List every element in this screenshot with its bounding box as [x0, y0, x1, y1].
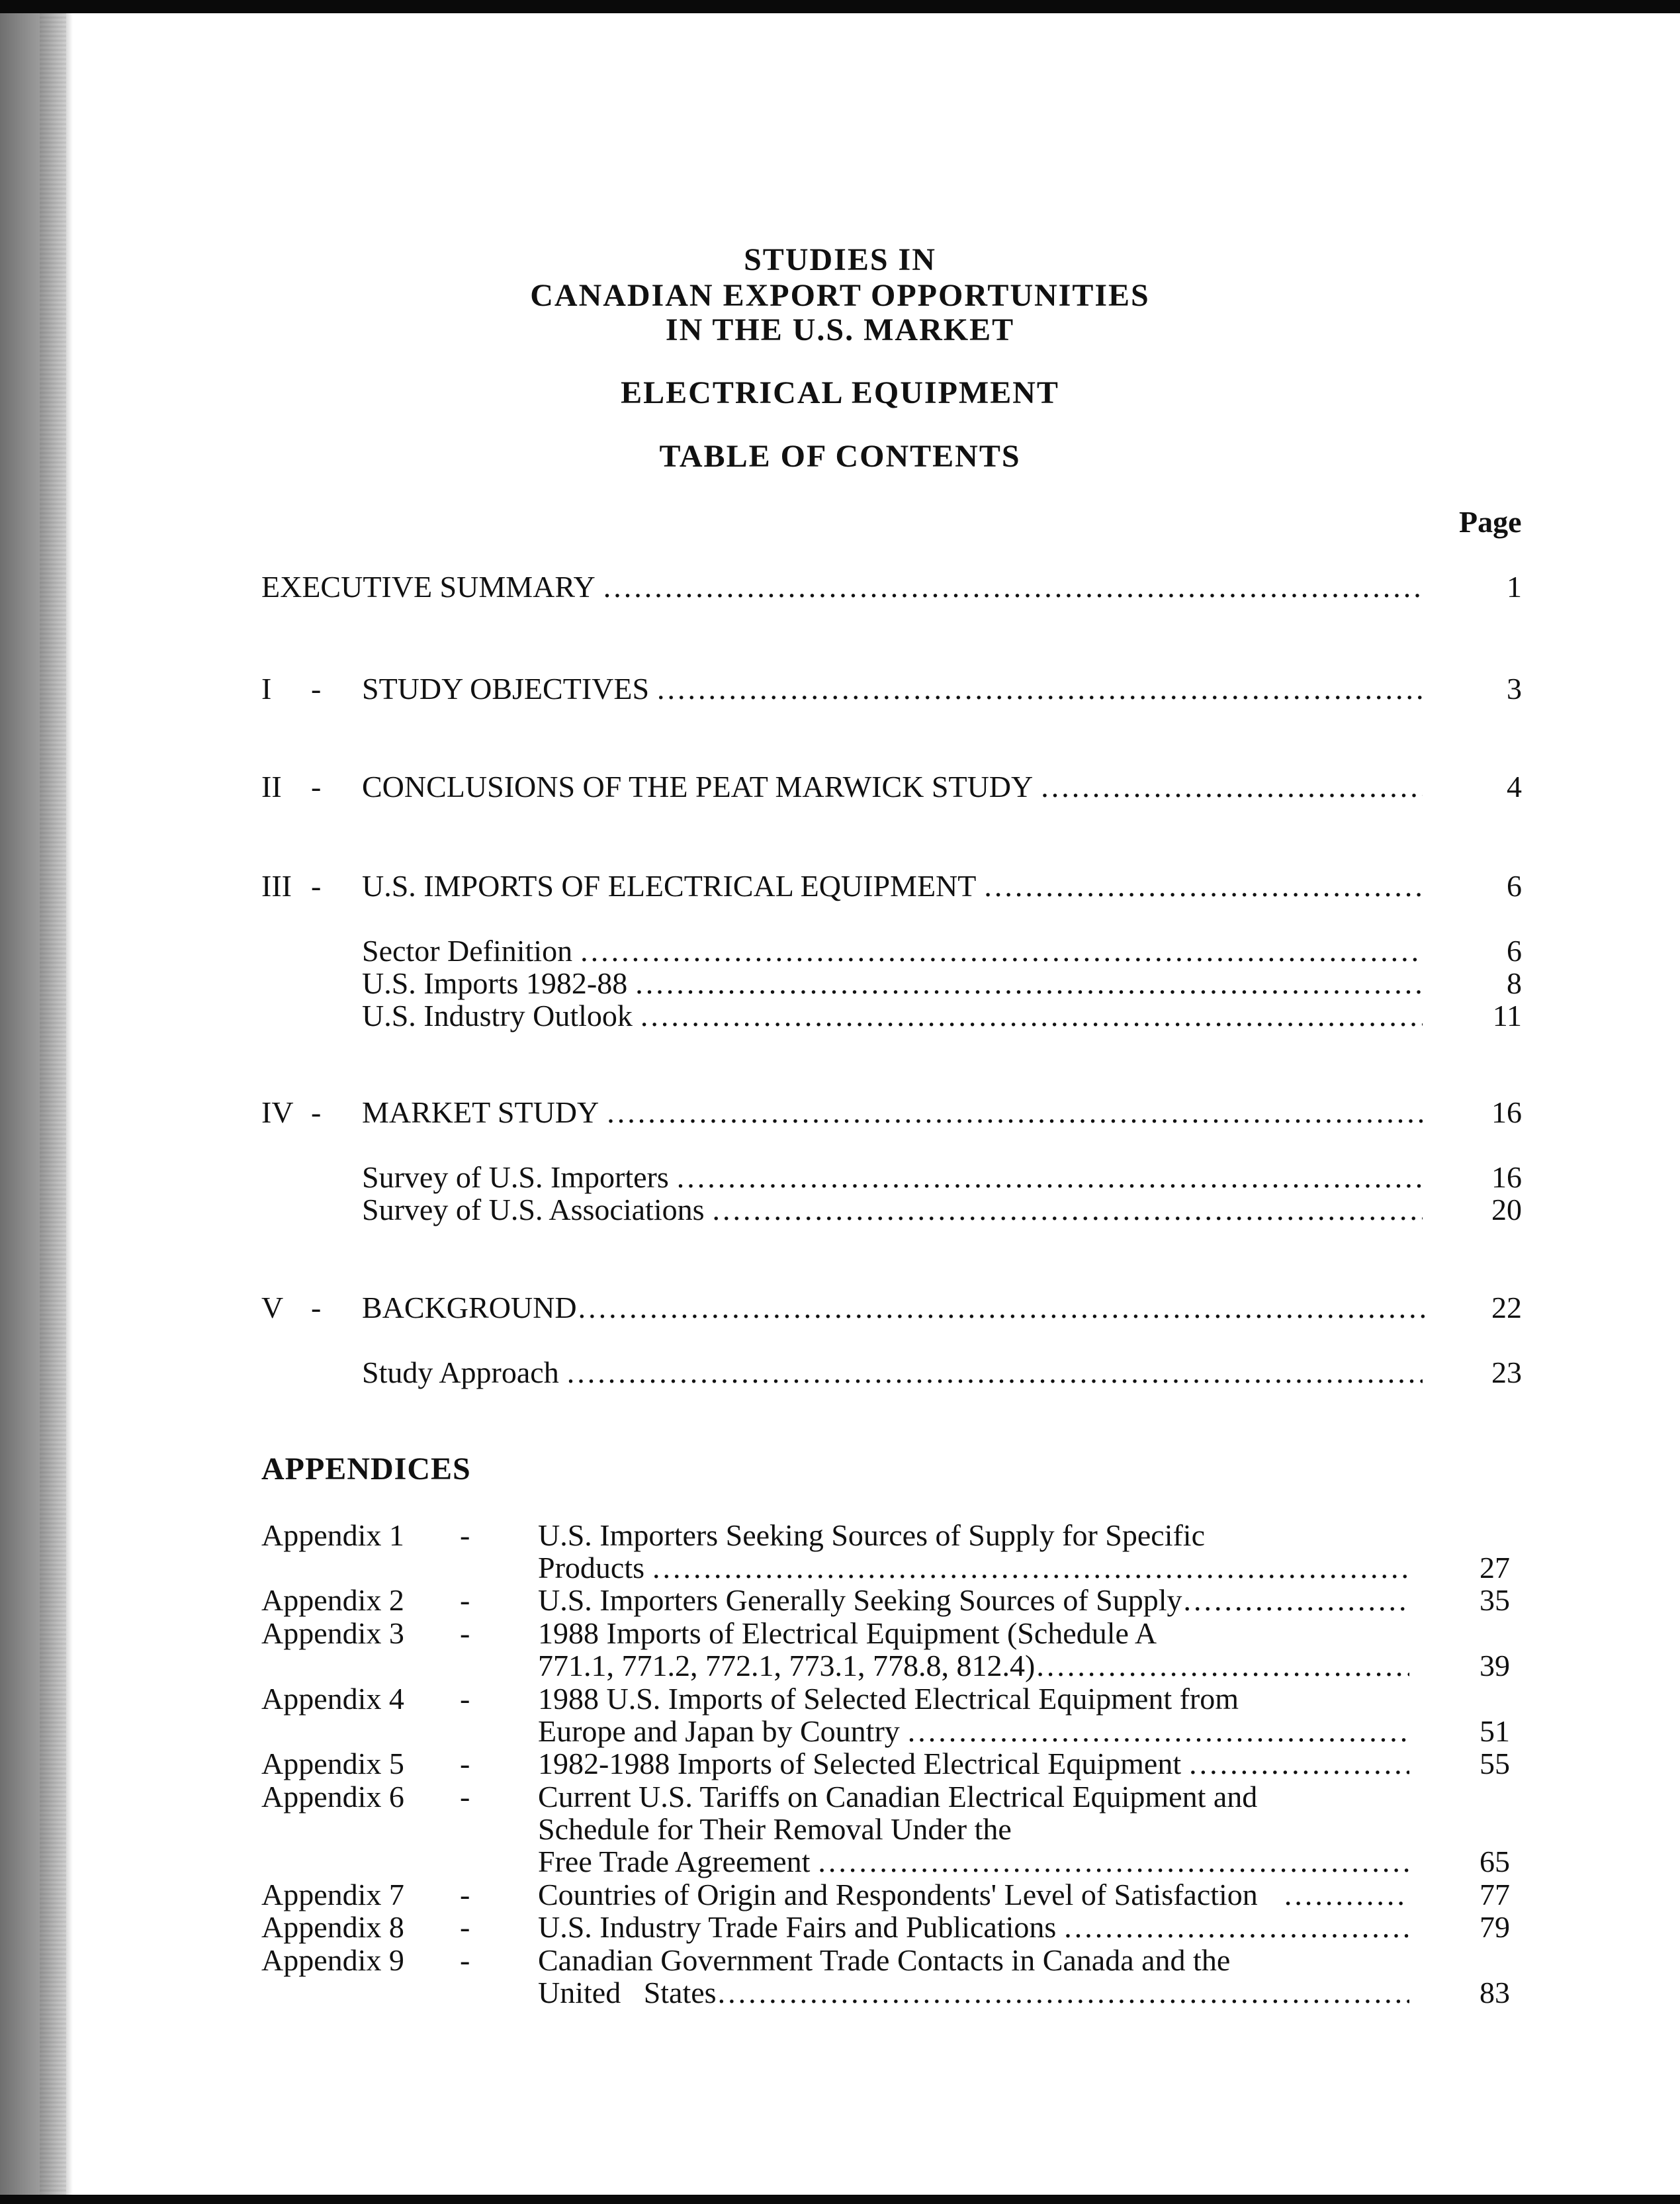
toc-page-number: 16 [1491, 1095, 1522, 1129]
section-numeral: III [261, 869, 292, 903]
toc-entry [538, 1649, 1409, 1682]
appendix-title-line: 771.1, 771.2, 772.1, 773.1, 778.8, 812.4) [538, 1649, 1036, 1682]
appendix-title-line: U.S. Industry Trade Fairs and Publications [538, 1910, 1057, 1944]
toc-page-number: 20 [1491, 1193, 1522, 1226]
appendix-dash: - [460, 1910, 470, 1944]
toc-label: STUDY OBJECTIVES [362, 672, 650, 706]
dot-leader [607, 1096, 1423, 1129]
section-numeral: I [261, 672, 272, 706]
toc-page-number: 83 [1480, 1976, 1510, 2009]
appendix-title-line: U.S. Importers Generally Seeking Sources of Supply [538, 1583, 1182, 1617]
document-title-line-3: IN THE U.S. MARKET [665, 312, 1015, 347]
appendix-dash: - [460, 1682, 470, 1716]
section-dash: - [311, 1095, 322, 1129]
section-numeral: II [261, 770, 282, 804]
section-dash: - [311, 672, 322, 706]
appendix-dash: - [460, 1943, 470, 1977]
appendix-title-line: Countries of Origin and Respondents' Level of Satisfaction [538, 1878, 1258, 1911]
appendix-title-line: Europe and Japan by Country [538, 1714, 900, 1748]
toc-page-number: 6 [1507, 934, 1522, 968]
toc-entry [362, 1291, 1427, 1324]
toc-entry [538, 1551, 1409, 1584]
dot-leader [652, 1551, 1409, 1584]
toc-label: EXECUTIVE SUMMARY [261, 570, 596, 604]
toc-label: U.S. IMPORTS OF ELECTRICAL EQUIPMENT [362, 869, 977, 903]
toc-label: CONCLUSIONS OF THE PEAT MARWICK STUDY [362, 770, 1034, 804]
toc-page-number: 27 [1480, 1551, 1510, 1584]
toc-label: U.S. Industry Outlook [362, 999, 633, 1033]
toc-page-number: 35 [1480, 1583, 1510, 1617]
dot-leader [818, 1845, 1409, 1878]
toc-entry [362, 935, 1423, 968]
appendix-name: Appendix 5 [261, 1747, 404, 1780]
appendix-name: Appendix 6 [261, 1780, 404, 1814]
appendix-title-line: 1988 U.S. Imports of Selected Electrical Equipment from [538, 1682, 1239, 1716]
toc-entry [538, 1747, 1409, 1780]
dot-leader [603, 571, 1423, 604]
appendix-name: Appendix 4 [261, 1682, 404, 1716]
appendix-name: Appendix 1 [261, 1518, 404, 1552]
toc-label: U.S. Imports 1982-88 [362, 966, 628, 1000]
toc-page-number: 8 [1507, 966, 1522, 1000]
scan-bottom-border [0, 2195, 1680, 2204]
toc-entry [538, 1878, 1409, 1911]
toc-page-number: 23 [1491, 1355, 1522, 1389]
dot-leader [1064, 1911, 1409, 1944]
dot-leader [1284, 1878, 1409, 1911]
toc-entry [538, 1715, 1409, 1748]
dot-leader [1189, 1747, 1409, 1780]
toc-entry [362, 1096, 1423, 1129]
toc-page-number: 11 [1492, 999, 1522, 1033]
toc-entry [362, 770, 1423, 804]
section-dash: - [311, 1291, 322, 1324]
toc-entry [538, 1584, 1409, 1617]
toc-page-number: 65 [1480, 1845, 1510, 1878]
toc-entry [538, 1976, 1409, 2009]
appendices-heading: APPENDICES [261, 1451, 471, 1487]
appendix-dash: - [460, 1780, 470, 1814]
document-title-line-2: CANADIAN EXPORT OPPORTUNITIES [530, 278, 1150, 313]
dot-leader [1184, 1584, 1409, 1617]
dot-leader [984, 870, 1423, 903]
toc-page-number: 79 [1480, 1910, 1510, 1944]
toc-label: Sector Definition [362, 934, 573, 968]
dot-leader [657, 672, 1423, 706]
appendix-title-line: Free Trade Agreement [538, 1845, 811, 1878]
dot-leader [635, 967, 1423, 1000]
toc-page-number: 16 [1491, 1160, 1522, 1194]
appendix-dash: - [460, 1518, 470, 1552]
dot-leader [1041, 770, 1423, 804]
section-numeral: V [261, 1291, 284, 1324]
appendix-title-line: 1988 Imports of Electrical Equipment (Schedule A [538, 1616, 1157, 1650]
appendix-name: Appendix 8 [261, 1910, 404, 1944]
appendix-title-line: U.S. Importers Seeking Sources of Supply for Specific [538, 1518, 1206, 1552]
appendix-title-line: Schedule for Their Removal Under the [538, 1812, 1012, 1846]
toc-page-number: 55 [1480, 1747, 1510, 1780]
appendix-dash: - [460, 1616, 470, 1650]
appendix-name: Appendix 7 [261, 1878, 404, 1911]
appendix-title-line: Current U.S. Tariffs on Canadian Electrical Equipment and [538, 1780, 1258, 1814]
toc-entry [538, 1911, 1409, 1944]
dot-leader [908, 1715, 1409, 1748]
dot-leader [567, 1356, 1423, 1389]
appendix-title-line: United States [538, 1976, 717, 2009]
toc-page-number: 77 [1480, 1878, 1510, 1911]
appendix-name: Appendix 9 [261, 1943, 404, 1977]
toc-page-number: 22 [1491, 1291, 1522, 1324]
toc-entry [362, 967, 1423, 1000]
dot-leader [578, 1291, 1427, 1324]
toc-entry [362, 1356, 1423, 1389]
toc-label: MARKET STUDY [362, 1095, 599, 1129]
toc-label: BACKGROUND [362, 1291, 577, 1324]
toc-label: Study Approach [362, 1355, 559, 1389]
section-dash: - [311, 869, 322, 903]
toc-page-number: 51 [1480, 1714, 1510, 1748]
appendix-dash: - [460, 1583, 470, 1617]
toc-entry [538, 1845, 1409, 1878]
appendix-dash: - [460, 1878, 470, 1911]
dot-leader [1036, 1649, 1409, 1682]
toc-entry [362, 672, 1423, 706]
toc-entry [261, 571, 1423, 604]
toc-label: Survey of U.S. Associations [362, 1193, 705, 1226]
dot-leader [677, 1161, 1423, 1194]
appendix-title-line: Canadian Government Trade Contacts in Canada and the [538, 1943, 1231, 1977]
dot-leader [641, 999, 1423, 1033]
toc-page-number: 3 [1507, 672, 1522, 706]
dot-leader [713, 1193, 1423, 1226]
document-subject: ELECTRICAL EQUIPMENT [621, 375, 1059, 410]
toc-page-number: 1 [1507, 570, 1522, 604]
appendix-dash: - [460, 1747, 470, 1780]
document-title-line-1: STUDIES IN [744, 242, 936, 277]
toc-entry [362, 1193, 1423, 1226]
toc-heading: TABLE OF CONTENTS [659, 439, 1021, 474]
section-numeral: IV [261, 1095, 294, 1129]
toc-page-number: 4 [1507, 770, 1522, 804]
toc-entry [362, 870, 1423, 903]
appendix-name: Appendix 2 [261, 1583, 404, 1617]
toc-page-number: 39 [1480, 1649, 1510, 1682]
toc-label: Survey of U.S. Importers [362, 1160, 669, 1194]
toc-page-number: 6 [1507, 869, 1522, 903]
toc-entry [362, 999, 1423, 1033]
appendix-name: Appendix 3 [261, 1616, 404, 1650]
dot-leader [580, 935, 1423, 968]
page-column-header: Page [1459, 505, 1522, 539]
dot-leader [718, 1976, 1409, 2009]
appendix-title-line: 1982-1988 Imports of Selected Electrical Equipment [538, 1747, 1182, 1780]
scan-top-border [0, 0, 1680, 13]
section-dash: - [311, 770, 322, 804]
appendix-title-line: Products [538, 1551, 644, 1584]
toc-entry [362, 1161, 1423, 1194]
